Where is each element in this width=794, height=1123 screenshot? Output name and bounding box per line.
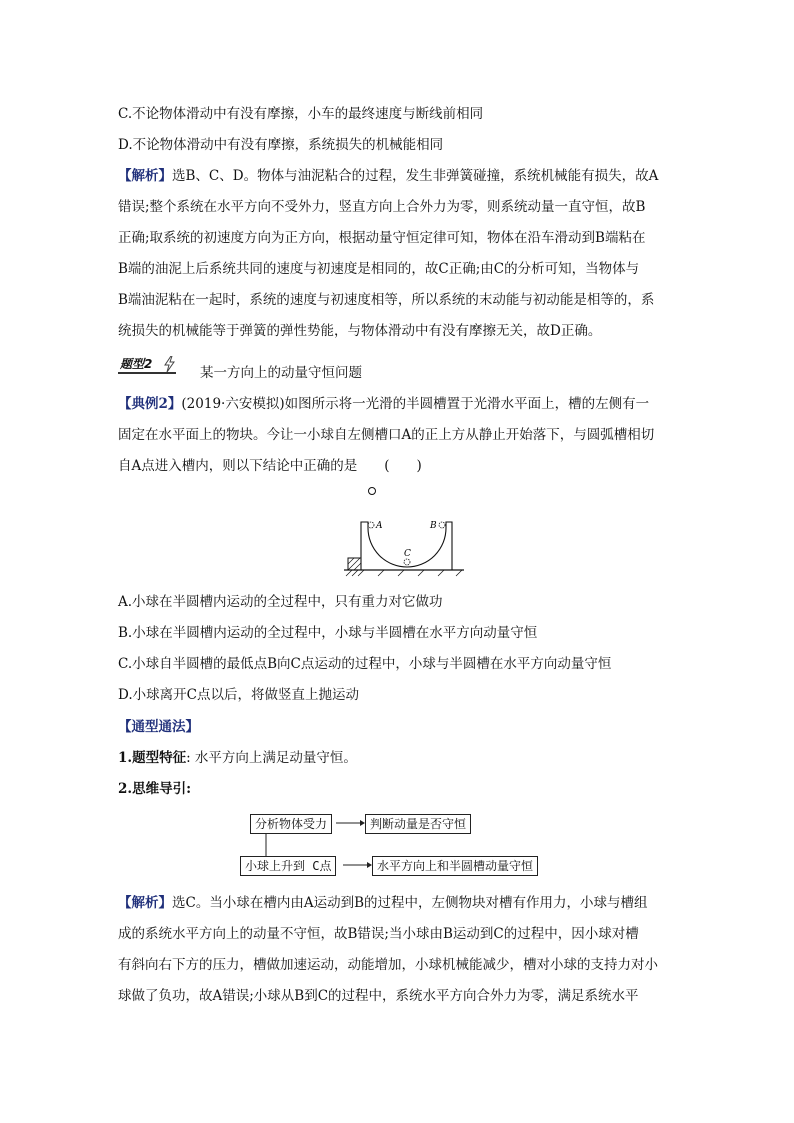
type-tag-text: 题型2 [120, 357, 153, 371]
analysis-2-line-3: 有斜向右下方的压力，槽做加速运动，动能增加，小球机械能减少，槽对小球的支持力对小 [118, 957, 658, 973]
ball-at-b [439, 522, 445, 528]
label-b: B [430, 521, 437, 531]
analysis-1-line-2: 错误;整个系统在水平方向不受外力，竖直方向上合外力为零，则系统动量一直守恒，故B [118, 199, 646, 215]
ball-at-a [368, 522, 374, 528]
option-d: D.小球离开C点以后，将做竖直上抛运动 [118, 687, 359, 703]
analysis-1-line-5: B端油泥粘在一起时，系统的速度与初速度相等，所以系统的末动能与初动能是相等的，系 [118, 292, 655, 308]
feature-label: 1.题型特征 [118, 750, 187, 766]
analysis-1-line-3: 正确;取系统的初速度方向为正方向，根据动量守恒定律可知，物体在沿车滑动到B端粘在 [118, 230, 646, 246]
analysis-1-line-1 [118, 167, 678, 185]
label-c: C [404, 549, 411, 559]
analysis-2-text: 选C。当小球在槽内由A运动到B的过程中，左侧物块对槽有作用力，小球与槽组 [172, 895, 648, 911]
analysis-2-label: 【解析】 [118, 895, 172, 911]
label-a: A [376, 521, 383, 531]
analysis-label: 【解析】 [118, 168, 172, 184]
example-line-1 [118, 395, 678, 413]
example-text: (2019·六安模拟)如图所示将一光滑的半圆槽置于光滑水平面上，槽的左侧有一 [181, 396, 650, 412]
example-line-3: 自A点进入槽内，则以下结论中正确的是 ( ) [118, 458, 422, 474]
option-b: B.小球在半圆槽内运动的全过程中，小球与半圆槽在水平方向动量守恒 [118, 625, 538, 641]
method-label: 【通型通法】 [118, 719, 199, 735]
flow-connectors [240, 808, 560, 878]
trough-outer [361, 522, 452, 570]
semicircle-trough-figure [338, 482, 468, 578]
flow-box-judge-conservation: 判断动量是否守恒 [365, 814, 471, 834]
block-hatching [348, 558, 361, 570]
guide-label: 2.思维导引: [118, 781, 192, 797]
flow-box-analyze-force: 分析物体受力 [250, 814, 332, 834]
analysis-2-line-4: 球做了负功，故A错误;小球从B到C的过程中，系统水平方向合外力为零，满足系统水平 [118, 988, 639, 1004]
analysis-2-line-2: 成的系统水平方向上的动量不守恒，故B错误;当小球由B运动到C的过程中，因小球对槽 [118, 926, 639, 942]
option-c-previous: C.不论物体滑动中有没有摩擦，小车的最终速度与断线前相同 [118, 106, 484, 122]
feature-line [118, 749, 678, 767]
example-label: 【典例2】 [118, 396, 182, 412]
option-d-previous: D.不论物体滑动中有没有摩擦，系统损失的机械能相同 [118, 137, 444, 153]
analysis-1-line-4: B端的油泥上后系统共同的速度与初速度是相同的，故C正确;由C的分析可知，当物体与 [118, 261, 640, 277]
option-a: A.小球在半圆槽内运动的全过程中，只有重力对它做功 [118, 594, 443, 610]
thinking-flowchart [240, 808, 560, 878]
analysis-text: 选B、C、D。物体与油泥粘合的过程，发生非弹簧碰撞，系统机械能有损失，故A [172, 168, 659, 184]
flow-box-horizontal-conservation: 水平方向上和半圆槽动量守恒 [372, 856, 538, 876]
lightning-icon [162, 356, 176, 372]
analysis-1-line-6: 统损失的机械能等于弹簧的弹性势能，与物体滑动中有没有摩擦无关，故D正确。 [118, 323, 602, 339]
ball-at-c [404, 559, 410, 565]
question-type-title: 某一方向上的动量守恒问题 [200, 365, 362, 381]
analysis-2-line-1 [118, 894, 678, 912]
method-heading [118, 718, 678, 736]
example-line-2: 固定在水平面上的物块。今让一小球自左侧槽口A的正上方从静止开始落下，与圆弧槽相切 [118, 427, 655, 443]
feature-text: : 水平方向上满足动量守恒。 [186, 750, 357, 766]
flow-box-ball-rises: 小球上升到 C点 [240, 856, 336, 876]
type-tag-underline [118, 372, 176, 374]
question-type-tag [118, 355, 180, 375]
option-c: C.小球自半圆槽的最低点B向C点运动的过程中，小球与半圆槽在水平方向动量守恒 [118, 656, 612, 672]
falling-ball [369, 488, 376, 495]
ground-hatching [346, 570, 462, 576]
